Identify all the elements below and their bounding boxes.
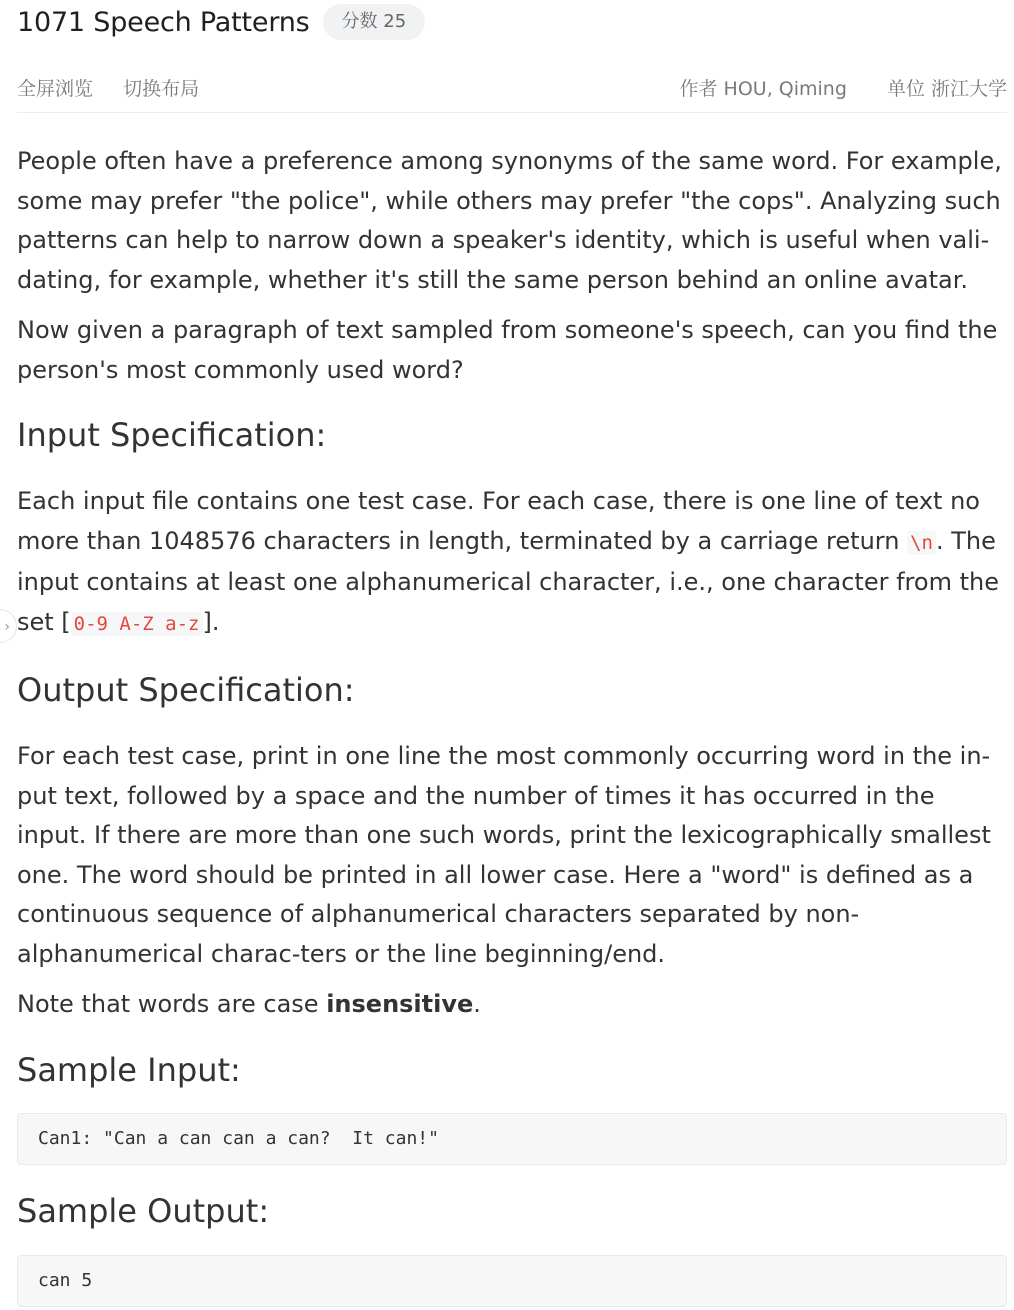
case-note-bold: insensitive xyxy=(326,990,474,1018)
sample-input-heading: Sample Input: xyxy=(17,1050,241,1089)
input-spec-text-a: Each input file contains one test case. For each case, there is one line of text no more than 1048576 characters in length, terminated by a carriage return xyxy=(17,487,980,555)
input-spec-paragraph xyxy=(17,482,1007,644)
unit-info: 单位 浙江大学 xyxy=(886,77,1007,100)
output-spec-paragraph: For each test case, print in one line the most commonly occurring word in the in-put text, followed by a space and the number of times it has occurred in the input. If there are more than one such words, print the lexicographically smallest one. The word should be printed in all lower case. Here a "word" is defined as a continuous sequence of alphanumerical characters separated by non-alphanumerical charac-ters or the line beginning/end. xyxy=(17,742,991,968)
case-note-text-a: Note that words are case xyxy=(17,990,327,1018)
description-paragraph: People often have a preference among synonyms of the same word. For example, some may prefer "the police", while others may prefer "the cops". Analyzing such patterns can help to narrow down a speaker's identity, which is useful when vali-dating, for example, whether it's still the same person behind an online avatar. xyxy=(17,147,1002,294)
output-spec-heading: Output Specification: xyxy=(17,671,355,709)
expand-sidebar-toggle[interactable] xyxy=(0,609,17,643)
problem-content xyxy=(17,142,1007,1307)
fullscreen-button[interactable]: 全屏浏览 xyxy=(17,77,94,100)
score-badge: 分数 25 xyxy=(323,4,426,40)
problem-meta-bar xyxy=(17,62,1007,113)
case-note-paragraph xyxy=(17,985,1007,1025)
problem-panel xyxy=(17,0,1007,1307)
charset-code: 0-9 A-Z a-z xyxy=(71,612,203,636)
title-row xyxy=(17,0,1007,44)
newline-code: \n xyxy=(907,531,936,555)
input-spec-text-c: ]. xyxy=(202,607,220,636)
question-paragraph: Now given a paragraph of text sampled from someone's speech, can you find the person's most commonly used word? xyxy=(17,316,998,384)
input-spec-text-b: . The input contains at least one alphanumerical character, i.e., one character from the set [ xyxy=(17,526,999,636)
input-spec-heading: Input Specification: xyxy=(17,416,327,454)
sample-input-block: Can1: "Can a can can a can? It can!" xyxy=(17,1113,1007,1165)
author-info: 作者 HOU, Qiming xyxy=(679,77,847,100)
sample-output-heading: Sample Output: xyxy=(17,1191,270,1230)
chevron-right-icon: › xyxy=(4,619,10,635)
case-note-text-c: . xyxy=(473,990,481,1018)
problem-title: 1071 Speech Patterns xyxy=(17,6,310,38)
switch-layout-button[interactable]: 切换布局 xyxy=(123,77,200,100)
sample-output-block: can 5 xyxy=(17,1255,1007,1307)
